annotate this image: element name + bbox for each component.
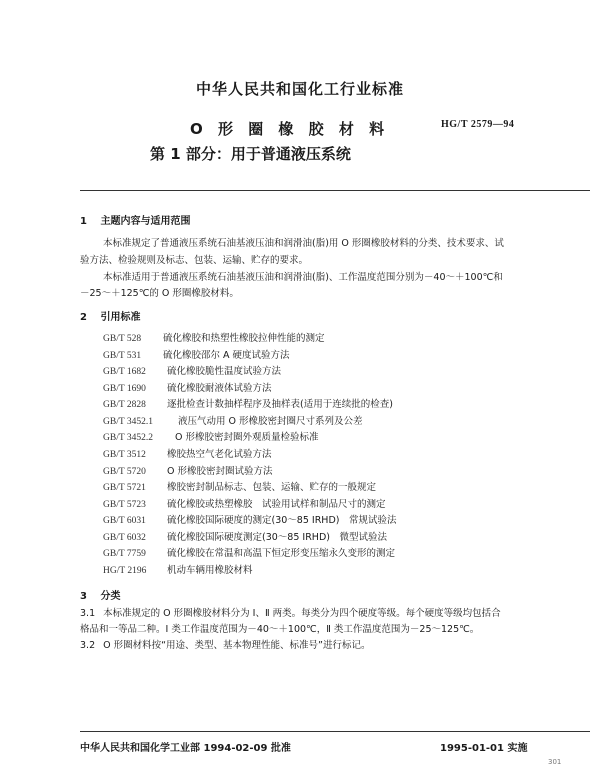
reference-title: 机动车辆用橡胶材料	[167, 565, 253, 576]
reference-title: 硫化橡胶脆性温度试验方法	[167, 366, 282, 377]
reference-code: GB/T 6032	[103, 533, 146, 543]
reference-code: GB/T 6031	[103, 516, 146, 526]
clause-3-2-line-1	[80, 637, 370, 654]
reference-item	[103, 512, 396, 526]
reference-code: HG/T 2196	[103, 566, 147, 576]
section-1-title: 主题内容与适用范围	[100, 216, 191, 227]
clause-3-1-line-2: 格品和一等品二种。Ⅰ 类工作温度范围为－40～＋100℃，Ⅱ 类工作温度范围为－25～125℃。	[80, 624, 480, 635]
section-1-paragraph-1-line-1: 本标准规定了普通液压系统石油基液压油和润滑油(脂)用 O 形圈橡胶材料的分类、技术要求、试	[103, 238, 504, 249]
reference-item	[103, 347, 290, 361]
reference-code: GB/T 1682	[103, 367, 146, 377]
reference-item	[103, 479, 376, 493]
reference-title: 硫化橡胶和热塑性橡胶拉伸性能的测定	[163, 333, 325, 344]
page-mark: 301	[548, 758, 562, 766]
reference-item	[103, 529, 387, 543]
reference-item	[103, 330, 325, 344]
header-divider	[80, 190, 590, 191]
reference-item	[103, 545, 395, 559]
section-2-number: 2	[80, 312, 87, 323]
reference-item	[103, 363, 281, 377]
standard-title: O 形 圈 橡 胶 材 料	[190, 120, 390, 138]
reference-title: 硫化橡胶国际硬度的测定(30～85 IRHD) 常规试验法	[167, 515, 397, 526]
standard-code: HG/T 2579—94	[441, 119, 515, 130]
reference-item	[103, 396, 393, 410]
reference-item	[103, 463, 273, 477]
reference-item	[103, 446, 272, 460]
reference-item	[103, 429, 319, 443]
section-1-paragraph-2-line-1: 本标准适用于普通液压系统石油基液压油和润滑油(脂)、工作温度范围分别为－40～＋100℃和	[103, 272, 503, 283]
reference-title: O 形橡胶密封圈试验方法	[167, 466, 273, 477]
reference-code: GB/T 5723	[103, 500, 146, 510]
footer-divider	[80, 731, 590, 732]
approval-date: 中华人民共和国化学工业部 1994-02-09 批准	[80, 743, 291, 754]
section-1-number: 1	[80, 216, 87, 227]
reference-title: 橡胶热空气老化试验方法	[167, 449, 272, 460]
section-1-paragraph-1-line-2: 验方法、检验规则及标志、包装、运输、贮存的要求。	[80, 255, 309, 266]
reference-code: GB/T 5720	[103, 467, 146, 477]
reference-title: 橡胶密封制品标志、包装、运输、贮存的一般规定	[167, 482, 377, 493]
reference-code: GB/T 1690	[103, 384, 146, 394]
section-3-heading	[80, 587, 120, 602]
reference-code: GB/T 3452.1	[103, 417, 153, 427]
reference-item	[103, 413, 363, 427]
reference-title: 液压气动用 O 形橡胶密封圈尺寸系列及公差	[178, 416, 363, 427]
reference-title: 硫化橡胶邵尔 A 硬度试验方法	[163, 350, 290, 361]
reference-title: 硫化橡胶在常温和高温下恒定形变压缩永久变形的测定	[167, 548, 396, 559]
clause-number: 3.2	[80, 640, 96, 651]
section-2-title: 引用标准	[100, 312, 141, 323]
reference-title: 逐批检查计数抽样程序及抽样表(适用于连续批的检查)	[167, 399, 393, 410]
reference-item	[103, 562, 253, 576]
reference-item	[103, 496, 386, 510]
reference-code: GB/T 7759	[103, 549, 146, 559]
reference-title: 硫化橡胶耐液体试验方法	[167, 383, 272, 394]
implementation-date: 1995-01-01 实施	[440, 743, 528, 754]
reference-title: 硫化橡胶或热塑橡胶 试验用试样和制品尺寸的测定	[167, 499, 386, 510]
reference-code: GB/T 3512	[103, 450, 146, 460]
reference-code: GB/T 2828	[103, 400, 146, 410]
section-3-title: 分类	[100, 591, 121, 602]
section-1-heading	[80, 212, 190, 227]
clause-text: 本标准规定的 O 形圈橡胶材料分为 Ⅰ、Ⅱ 两类。每类分为四个硬度等级。每个硬度等级均包括合	[103, 608, 501, 619]
section-2-heading	[80, 308, 140, 323]
issuing-body-title: 中华人民共和国化工行业标准	[195, 80, 404, 98]
clause-number: 3.1	[80, 608, 96, 619]
reference-code: GB/T 528	[103, 334, 142, 344]
reference-title: 硫化橡胶国际硬度测定(30～85 IRHD) 微型试验法	[167, 532, 387, 543]
reference-code: GB/T 5721	[103, 483, 146, 493]
reference-code: GB/T 531	[103, 351, 142, 361]
reference-title: O 形橡胶密封圈外观质量检验标准	[175, 432, 319, 443]
clause-text: O 形圈材料按“用途、类型、基本物理性能、标准号”进行标记。	[103, 640, 371, 651]
section-1-paragraph-2-line-2: －25～＋125℃的 O 形圈橡胶材料。	[80, 288, 239, 299]
reference-item	[103, 380, 272, 394]
standard-subtitle: 第 1 部分：用于普通液压系统	[150, 145, 351, 163]
reference-code: GB/T 3452.2	[103, 433, 153, 443]
section-3-number: 3	[80, 591, 87, 602]
clause-3-1-line-1	[80, 605, 501, 622]
